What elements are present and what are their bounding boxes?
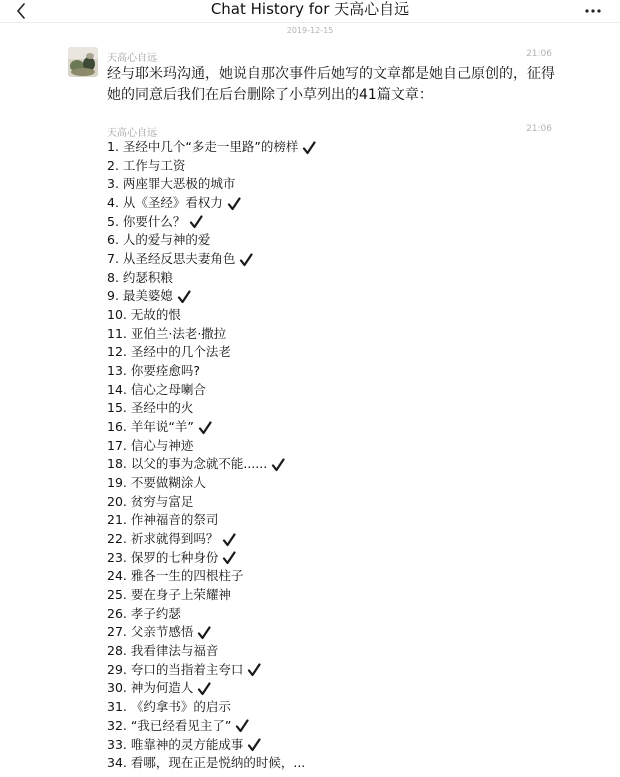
list-item-text: 9. 最美婆媳: [107, 288, 173, 304]
list-item-text: 5. 你要什么？: [107, 213, 186, 229]
list-item-text: 29. 夸口的当指着主夸口: [107, 661, 244, 677]
check-mark-icon: [239, 253, 253, 267]
list-item: [107, 567, 316, 586]
list-item-text: 13. 你要痊愈吗?: [107, 363, 200, 379]
list-item: [107, 418, 316, 437]
list-item: [107, 157, 316, 176]
list-item: [107, 231, 316, 250]
list-item: [107, 306, 316, 325]
check-mark-icon: [271, 458, 285, 472]
list-item: [107, 381, 316, 400]
list-item: [107, 474, 316, 493]
list-item-text: 23. 保罗的七种身份: [107, 549, 219, 565]
list-item: [107, 717, 316, 736]
list-item-text: 6. 人的爱与神的爱: [107, 232, 211, 248]
check-mark-icon: [227, 197, 241, 211]
list-item-text: 26. 孝子约瑟: [107, 605, 181, 621]
list-item: [107, 399, 316, 418]
check-mark-icon: [222, 551, 236, 565]
avatar-image: [68, 47, 98, 77]
list-item-text: 27. 父亲节感悟: [107, 624, 194, 640]
list-item-text: 20. 贫穷与富足: [107, 493, 194, 509]
list-item-text: 22. 祈求就得到吗？: [107, 531, 219, 547]
list-item: [107, 269, 316, 288]
message-time: 21:06: [526, 124, 552, 134]
message-text: 经与耶米玛沟通，她说自那次事件后她写的文章都是她自己原创的，征得她的同意后我们在后台删除了小草列出的41篇文章：: [107, 66, 555, 103]
list-item-text: 17. 信心与神迹: [107, 437, 194, 453]
list-item-text: 19. 不要做糊涂人: [107, 475, 206, 491]
message-time: 21:06: [526, 49, 552, 59]
list-item-text: 8. 约瑟积粮: [107, 269, 173, 285]
list-item: [107, 754, 316, 773]
list-item: [107, 736, 316, 755]
list-item: [107, 362, 316, 381]
article-list: [107, 138, 316, 773]
list-item: [107, 343, 316, 362]
list-item: [107, 511, 316, 530]
list-item: [107, 661, 316, 680]
message-sender: 天高心自远: [107, 53, 157, 64]
list-item: [107, 213, 316, 232]
check-mark-icon: [197, 682, 211, 696]
list-item: [107, 175, 316, 194]
list-item: [107, 679, 316, 698]
list-item: [107, 642, 316, 661]
list-item: [107, 605, 316, 624]
list-item-text: 18. 以父的事为念就不能......: [107, 456, 268, 472]
list-item: [107, 698, 316, 717]
list-item-text: 28. 我看律法与福音: [107, 643, 219, 659]
list-item: [107, 194, 316, 213]
check-mark-icon: [302, 141, 316, 155]
list-item: [107, 138, 316, 157]
list-item-text: 7. 从圣经反思夫妻角色: [107, 251, 236, 267]
check-mark-icon: [235, 719, 249, 733]
list-item-text: 25. 要在身子上荣耀神: [107, 587, 231, 603]
list-item: [107, 623, 316, 642]
check-mark-icon: [247, 738, 261, 752]
list-item-text: 30. 神为何造人: [107, 680, 194, 696]
list-item-text: 10. 无故的恨: [107, 307, 181, 323]
message-sender: 天高心自远: [107, 128, 157, 139]
check-mark-icon: [247, 663, 261, 677]
list-item-text: 32. “我已经看见主了”: [107, 717, 232, 733]
check-mark-icon: [197, 626, 211, 640]
list-item-text: 16. 羊年说“羊”: [107, 419, 194, 435]
page-title: Chat History for 天高心自远: [210, 0, 410, 18]
more-horizontal-icon[interactable]: [584, 8, 602, 14]
check-mark-icon: [177, 290, 191, 304]
navigation-bar: [0, 0, 620, 23]
check-mark-icon: [189, 215, 203, 229]
list-item: [107, 493, 316, 512]
list-item: [107, 325, 316, 344]
date-separator: 2019-12-15: [286, 26, 334, 35]
list-item-text: 12. 圣经中的几个法老: [107, 344, 231, 360]
list-item: [107, 287, 316, 306]
list-item: [107, 455, 316, 474]
list-item: [107, 586, 316, 605]
list-item-text: 1. 圣经中几个“多走一里路”的榜样: [107, 139, 299, 154]
list-item: [107, 250, 316, 269]
list-item: [107, 530, 316, 549]
avatar[interactable]: [68, 47, 98, 77]
list-item: [107, 437, 316, 456]
list-item-text: 14. 信心之母喇合: [107, 381, 206, 397]
check-mark-icon: [198, 421, 212, 435]
list-item-text: 3. 两座罪大恶极的城市: [107, 176, 236, 192]
list-item-text: 4. 从《圣经》看权力: [107, 195, 223, 211]
list-item-text: 11. 亚伯兰·法老·撒拉: [107, 325, 227, 341]
list-item-text: 34. 看哪，现在正是悦纳的时候，...: [107, 755, 306, 771]
list-item-text: 15. 圣经中的火: [107, 400, 194, 416]
list-item: [107, 549, 316, 568]
list-item-text: 2. 工作与工资: [107, 157, 186, 173]
more-button[interactable]: [580, 0, 606, 22]
list-item-text: 33. 唯靠神的灵方能成事: [107, 736, 244, 752]
list-item-text: 21. 作神福音的祭司: [107, 512, 219, 528]
list-item-text: 31. 《约拿书》的启示: [107, 699, 231, 715]
check-mark-icon: [222, 533, 236, 547]
list-item-text: 24. 雅各一生的四根柱子: [107, 568, 244, 584]
